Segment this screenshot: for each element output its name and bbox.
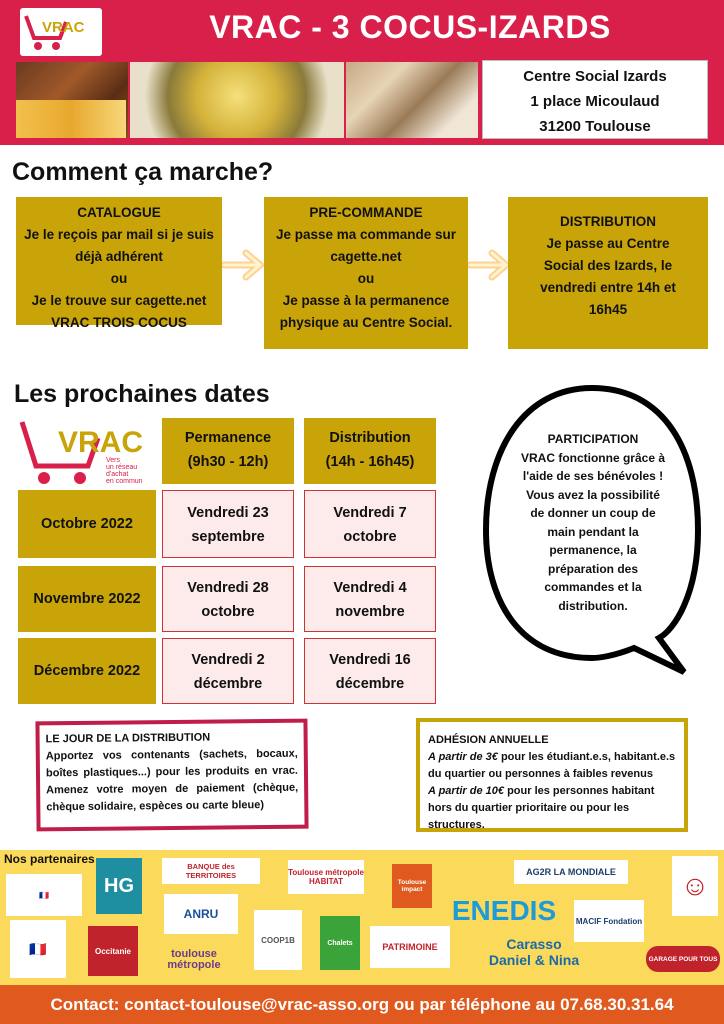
step-title: PRE-COMMANDE	[309, 205, 423, 220]
participation-title: PARTICIPATION	[547, 432, 639, 446]
hg-logo: HG	[96, 858, 142, 914]
distribution-date	[304, 638, 436, 704]
membership-price: A partir de 3€	[428, 751, 498, 763]
date-line: Vendredi 28	[187, 580, 269, 596]
distribution-day-box	[35, 719, 308, 832]
svg-text:en commun: en commun	[106, 478, 143, 485]
step-line: 16h45	[588, 302, 628, 317]
step-line: ou	[110, 271, 128, 286]
step-line: Social des Izards, le	[543, 258, 673, 273]
svg-text:Vers: Vers	[106, 457, 121, 464]
date-line: septembre	[191, 529, 265, 545]
chalets-logo: Chalets	[320, 916, 360, 970]
step-line: cagette.net	[330, 249, 402, 264]
toulouse-impact-logo: Toulouse impact	[392, 864, 432, 908]
membership-box	[416, 718, 688, 832]
col-header-permanence	[162, 418, 294, 484]
step-line: Je le reçois par mail si je suis	[24, 227, 214, 242]
date-line: octobre	[343, 529, 397, 545]
step-line: physique au Centre Social.	[279, 315, 453, 330]
membership-desc: pour les étudiant.e.s, habitant.e.s du quartier ou personnes à faibles revenus	[428, 751, 676, 780]
participation-line: préparation des	[547, 561, 639, 576]
date-line: octobre	[201, 604, 255, 620]
address-line: 1 place Micoulaud	[530, 93, 660, 110]
vrac-logo-large	[18, 416, 156, 490]
step-title: DISTRIBUTION	[560, 214, 656, 229]
col-header-line: (14h - 16h45)	[325, 454, 415, 470]
date-line: Vendredi 4	[333, 580, 407, 596]
grains-photo	[346, 62, 478, 138]
participation-line: commandes et la	[544, 580, 642, 594]
occitanie-logo: Occitanie	[88, 926, 138, 976]
address-box	[482, 60, 708, 139]
svg-text:un réseau: un réseau	[106, 464, 138, 471]
step-title: CATALOGUE	[77, 205, 161, 220]
how-it-works-title: Comment ça marche?	[12, 158, 274, 186]
prefet-logo: 🇫🇷	[10, 920, 66, 978]
centre-social-logo: ☺	[672, 856, 718, 916]
col-header-line: (9h30 - 12h)	[187, 454, 269, 470]
membership-line-1	[428, 749, 676, 783]
coop1b-logo: COOP1B	[254, 910, 302, 970]
distribution-day-title: LE JOUR DE LA DISTRIBUTION	[45, 731, 211, 746]
date-line: Vendredi 7	[333, 505, 407, 521]
carasso-logo: Carasso Daniel & Nina	[488, 936, 580, 968]
participation-text	[496, 430, 690, 615]
participation-line: distribution.	[558, 598, 628, 613]
macif-logo: MACIF Fondation	[574, 900, 644, 942]
vrac-logo	[20, 8, 102, 56]
step-line: VRAC TROIS COCUS	[51, 315, 187, 330]
svg-text:d'achat: d'achat	[106, 471, 129, 478]
banque-territoires-logo: BANQUE des TERRITOIRES	[162, 858, 260, 884]
month-cell: Décembre 2022	[18, 638, 156, 704]
arrow-right-icon	[468, 245, 512, 285]
step-line: Je passe à la permanence	[282, 293, 450, 308]
contact-footer: Contact: contact-toulouse@vrac-asso.org ou par téléphone au 07.68.30.31.64	[0, 985, 724, 1024]
date-line: Vendredi 16	[329, 652, 411, 668]
membership-price: A partir de 10€	[428, 785, 505, 797]
month-cell: Novembre 2022	[18, 566, 156, 632]
date-line: décembre	[335, 676, 405, 692]
participation-line: main pendant la	[547, 524, 639, 539]
svg-text:VRAC: VRAC	[42, 19, 85, 36]
participation-line: VRAC fonctionne grâce à	[520, 450, 666, 465]
address-line: Centre Social Izards	[523, 68, 667, 85]
step-line: ou	[357, 271, 375, 286]
step-line: Je le trouve sur cagette.net	[31, 293, 207, 308]
partners-title: Nos partenaires	[4, 852, 95, 866]
ag2r-logo: AG2R LA MONDIALE	[514, 860, 628, 884]
step-precommande	[264, 197, 468, 349]
gouvernement-logo: 🇫🇷	[6, 874, 82, 916]
membership-line-2	[428, 783, 676, 834]
address-line: 31200 Toulouse	[539, 118, 651, 135]
dates-title: Les prochaines dates	[14, 380, 270, 408]
membership-desc: pour les personnes habitant hors du quartier prioritaire ou pour les structures.	[428, 785, 655, 831]
col-header-line: Distribution	[329, 430, 411, 446]
date-line: Vendredi 2	[191, 652, 265, 668]
participation-line: permanence, la	[549, 543, 637, 557]
step-distribution	[508, 197, 708, 349]
col-header-line: Permanence	[184, 430, 272, 446]
step-line: Je passe ma commande sur	[275, 227, 457, 242]
svg-text:VRAC: VRAC	[58, 426, 144, 459]
patrimoine-logo: PATRIMOINE	[370, 926, 450, 968]
membership-title: ADHÉSION ANNUELLE	[428, 734, 549, 746]
distribution-date	[304, 566, 436, 632]
step-catalogue	[16, 197, 222, 330]
distribution-day-text: Apportez vos contenants (sachets, bocaux, boîtes plastiques...) pour les produits en vrac. Amenez votre moyen de paiement (chèque, chèque solidaire, espèces ou carte bleue)	[45, 747, 299, 814]
col-header-distribution	[304, 418, 436, 484]
month-cell: Octobre 2022	[18, 490, 156, 558]
olive-oil-photo	[130, 62, 344, 138]
distribution-date	[304, 490, 436, 558]
date-line: novembre	[335, 604, 405, 620]
garage-pour-tous-logo: GARAGE POUR TOUS	[646, 946, 720, 972]
step-line: vendredi entre 14h et	[540, 280, 676, 295]
enedis-logo: ENEDIS	[451, 895, 557, 926]
page-title: VRAC - 3 COCUS-IZARDS	[209, 9, 611, 45]
permanence-date	[162, 638, 294, 704]
step-line: Je passe au Centre	[546, 236, 670, 251]
participation-line: l'aide de ses bénévoles !	[522, 469, 664, 483]
toulouse-metropole-logo: toulouse métropole	[167, 948, 221, 971]
participation-line: Vous avez la possibilité	[526, 487, 660, 502]
participation-line: de donner un coup de	[530, 506, 656, 520]
arrow-right-icon	[222, 245, 266, 285]
honey-photo	[16, 100, 126, 138]
permanence-date	[162, 490, 294, 558]
date-line: décembre	[193, 676, 263, 692]
toulouse-habitat-logo: Toulouse métropole HABITAT	[288, 860, 364, 894]
date-line: Vendredi 23	[187, 505, 269, 521]
step-line: déjà adhérent	[75, 249, 163, 264]
anru-logo: ANRU	[164, 894, 238, 934]
permanence-date	[162, 566, 294, 632]
